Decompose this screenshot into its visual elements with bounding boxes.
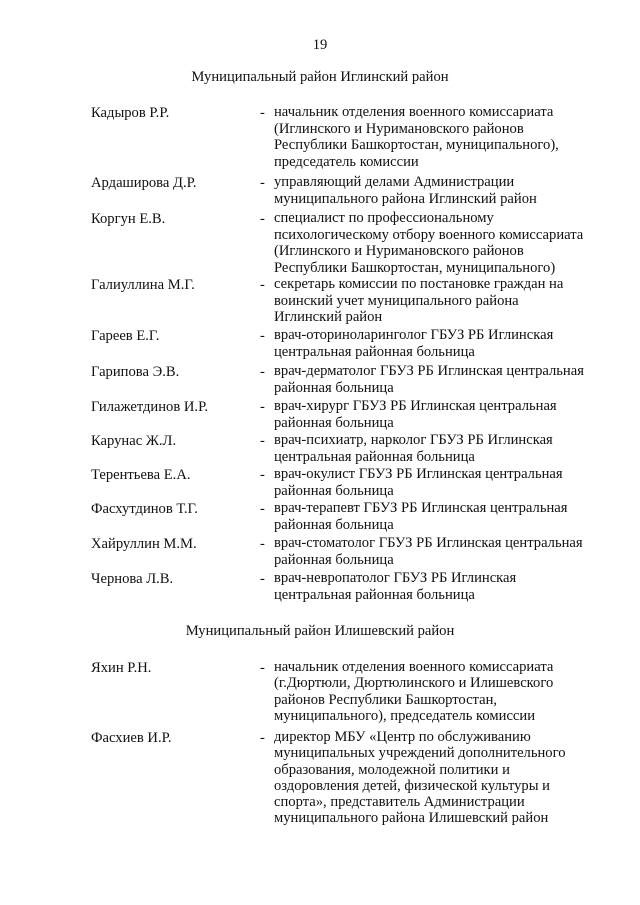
member-name: Чернова Л.В. [91, 571, 174, 587]
dash-separator: - [260, 175, 265, 191]
dash-separator: - [260, 211, 265, 227]
role-line: врач-стоматолог ГБУЗ РБ Иглинская центральная [274, 535, 583, 551]
role-line: управляющий делами Администрации [274, 174, 515, 190]
member-name: Терентьева Е.А. [91, 467, 191, 483]
role-line: директор МБУ «Центр по обслуживанию [274, 729, 531, 745]
role-line: спорта», представитель Администрации [274, 794, 525, 811]
role-line: врач-хирург ГБУЗ РБ Иглинская центральная [274, 398, 557, 414]
member-name: Хайруллин М.М. [91, 536, 197, 552]
member-name: Фасхиев И.Р. [91, 730, 172, 746]
role-line: Иглинский район [274, 309, 383, 325]
member-name: Фасхутдинов Т.Г. [91, 501, 198, 517]
member-role [274, 659, 614, 724]
role-line: врач-окулист ГБУЗ РБ Иглинская центральная [274, 466, 563, 482]
role-line: председатель комиссии [274, 153, 419, 170]
member-role [274, 500, 614, 533]
section-title: Муниципальный район Илишевский район [185, 623, 455, 639]
section-title: Муниципальный район Иглинский район [191, 69, 449, 85]
dash-separator: - [260, 399, 265, 415]
member-role [274, 466, 614, 499]
role-line: (Иглинского и Нуримановского районов [274, 243, 524, 259]
role-line: Республики Башкортостан, муниципального) [274, 259, 556, 276]
role-line: районная больница [274, 482, 394, 499]
role-line: (Иглинского и Нуримановского районов [274, 120, 524, 137]
member-role [274, 363, 614, 396]
role-line: Республики Башкортостан, муниципального), [274, 137, 559, 153]
role-line: психологическому отбору военного комиссариата [274, 226, 584, 243]
dash-separator: - [260, 433, 265, 449]
role-line: врач-невропатолог ГБУЗ РБ Иглинская [274, 570, 517, 586]
member-role [274, 398, 614, 431]
role-line: специалист по профессиональному [274, 210, 494, 226]
role-line: (г.Дюртюли, Дюртюлинского и Илишевского [274, 675, 554, 692]
member-name: Коргун Е.В. [91, 211, 166, 227]
member-role [274, 432, 614, 465]
role-line: муниципального), председатель комиссии [274, 707, 536, 724]
role-line: воинский учет муниципального района [274, 292, 519, 309]
member-role [274, 729, 614, 827]
role-line: муниципального района Илишевский район [274, 810, 549, 827]
member-name: Гареев Е.Г. [91, 328, 160, 344]
dash-separator: - [260, 467, 265, 483]
role-line: врач-терапевт ГБУЗ РБ Иглинская центральная [274, 500, 568, 516]
role-line: оздоровления детей, физической культуры и [274, 777, 550, 794]
role-line: районная больница [274, 414, 394, 431]
role-line: начальник отделения военного комиссариата [274, 104, 554, 120]
member-name: Кадыров Р.Р. [91, 105, 170, 121]
member-name: Яхин Р.Н. [91, 660, 152, 676]
dash-separator: - [260, 105, 265, 121]
dash-separator: - [260, 536, 265, 552]
dash-separator: - [260, 364, 265, 380]
dash-separator: - [260, 660, 265, 676]
dash-separator: - [260, 730, 265, 746]
role-line: секретарь комиссии по постановке граждан на [274, 276, 564, 292]
role-line: начальник отделения военного комиссариата [274, 659, 554, 675]
role-line: муниципальных учреждений дополнительного [274, 745, 566, 762]
dash-separator: - [260, 277, 265, 293]
role-line: центральная районная больница [274, 586, 475, 603]
dash-separator: - [260, 571, 265, 587]
member-role [274, 570, 614, 603]
role-line: врач-психиатр, нарколог ГБУЗ РБ Иглинская [274, 432, 553, 448]
member-role [274, 535, 614, 568]
role-line: районов Республики Башкортостан, [274, 691, 498, 708]
member-name: Карунас Ж.Л. [91, 433, 177, 449]
role-line: районная больница [274, 516, 394, 533]
member-role [274, 210, 614, 276]
member-role [274, 104, 614, 170]
role-line: врач-оториноларинголог ГБУЗ РБ Иглинская [274, 327, 554, 343]
role-line: районная больница [274, 379, 394, 396]
dash-separator: - [260, 328, 265, 344]
role-line: центральная районная больница [274, 343, 475, 360]
role-line: районная больница [274, 551, 394, 568]
member-role [274, 174, 614, 207]
member-name: Гарипова Э.В. [91, 364, 180, 380]
member-role [274, 276, 614, 326]
member-role [274, 327, 614, 360]
member-name: Ардаширова Д.Р. [91, 175, 197, 191]
role-line: муниципального района Иглинский район [274, 190, 537, 207]
member-name: Гилажетдинов И.Р. [91, 399, 209, 415]
role-line: образования, молодежной политики и [274, 761, 510, 778]
member-name: Галиуллина М.Г. [91, 277, 195, 293]
page-number: 19 [312, 37, 328, 53]
dash-separator: - [260, 501, 265, 517]
role-line: центральная районная больница [274, 448, 475, 465]
role-line: врач-дерматолог ГБУЗ РБ Иглинская центральная [274, 363, 584, 379]
